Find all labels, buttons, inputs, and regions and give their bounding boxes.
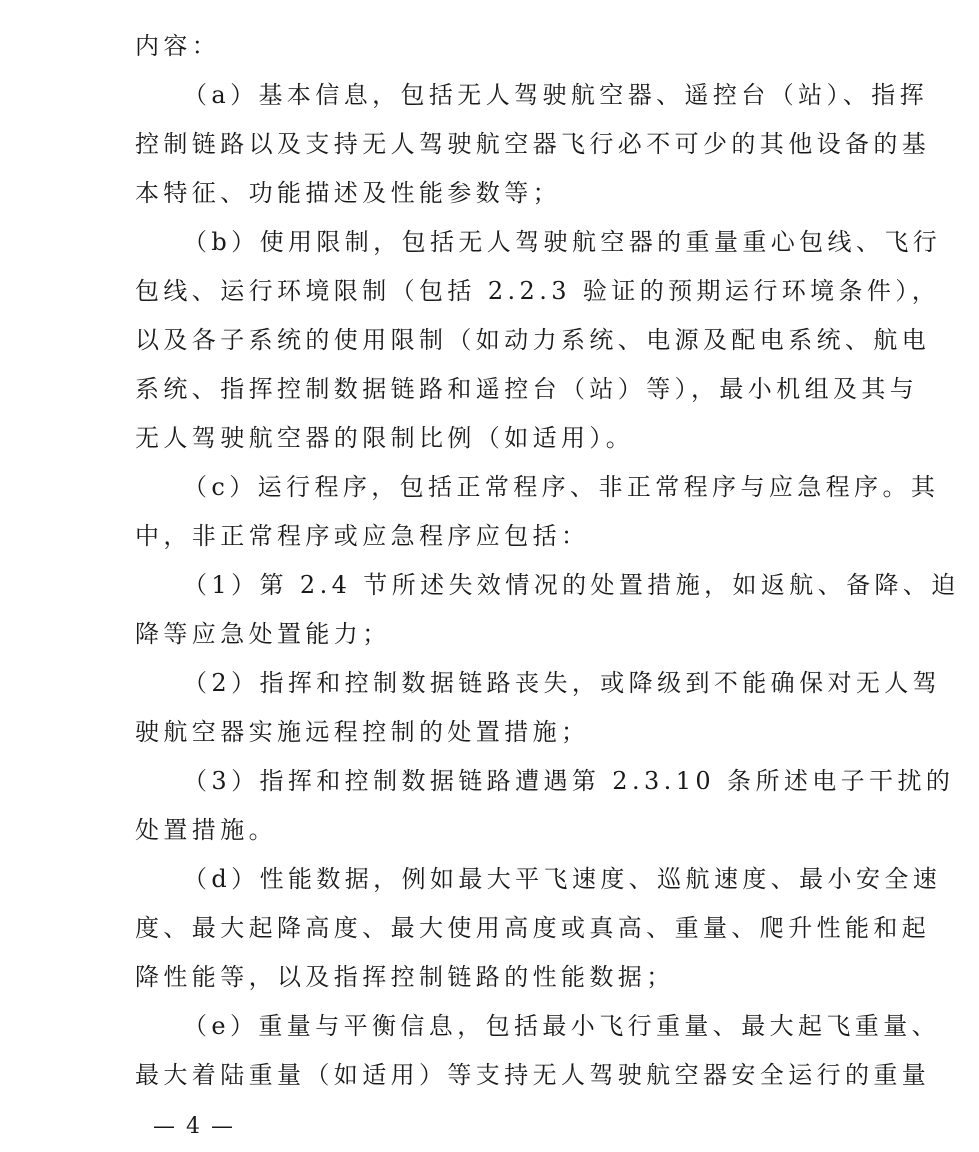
text-line: （d）性能数据，例如最大平飞速度、巡航速度、最小安全速 [183, 865, 942, 893]
text-line: （c）运行程序，包括正常程序、非正常程序与应急程序。其 [183, 473, 940, 501]
text-line: 降性能等，以及指挥控制链路的性能数据； [135, 963, 675, 991]
text-line: （3）指挥和控制数据链路遭遇第 2.3.10 条所述电子干扰的 [183, 767, 955, 795]
text-line: 本特征、功能描述及性能参数等； [135, 179, 561, 207]
text-line: 度、最大起降高度、最大使用高度或真高、重量、爬升性能和起 [135, 914, 931, 942]
page-number: — 4 — [153, 1114, 235, 1139]
text-line: 降等应急处置能力； [135, 620, 391, 648]
text-line: 驶航空器实施远程控制的处置措施； [135, 718, 590, 746]
text-line: （a）基本信息，包括无人驾驶航空器、遥控台（站）、指挥 [183, 81, 929, 109]
text-line: 无人驾驶航空器的限制比例（如适用）。 [135, 424, 635, 452]
text-line: 内容： [135, 32, 221, 60]
text-line: （e）重量与平衡信息，包括最小飞行重量、最大起飞重量、 [183, 1012, 941, 1040]
text-line: （b）使用限制，包括无人驾驶航空器的重量重心包线、飞行 [183, 228, 942, 256]
text-line: 以及各子系统的使用限制（如动力系统、电源及配电系统、航电 [135, 326, 931, 354]
text-line: （1）第 2.4 节所述失效情况的处置措施，如返航、备降、迫 [183, 571, 960, 599]
document-body [135, 22, 960, 1100]
text-line: （2）指挥和控制数据链路丧失，或降级到不能确保对无人驾 [183, 669, 942, 697]
text-line: 包线、运行环境限制（包括 2.2.3 验证的预期运行环境条件）， [135, 277, 941, 305]
text-line: 处置措施。 [135, 816, 277, 844]
text-line: 控制链路以及支持无人驾驶航空器飞行必不可少的其他设备的基 [135, 130, 931, 158]
text-line: 系统、指挥控制数据链路和遥控台（站）等），最小机组及其与 [135, 375, 919, 403]
text-line: 最大着陆重量（如适用）等支持无人驾驶航空器安全运行的重量 [135, 1061, 931, 1089]
text-line: 中，非正常程序或应急程序应包括： [135, 522, 590, 550]
